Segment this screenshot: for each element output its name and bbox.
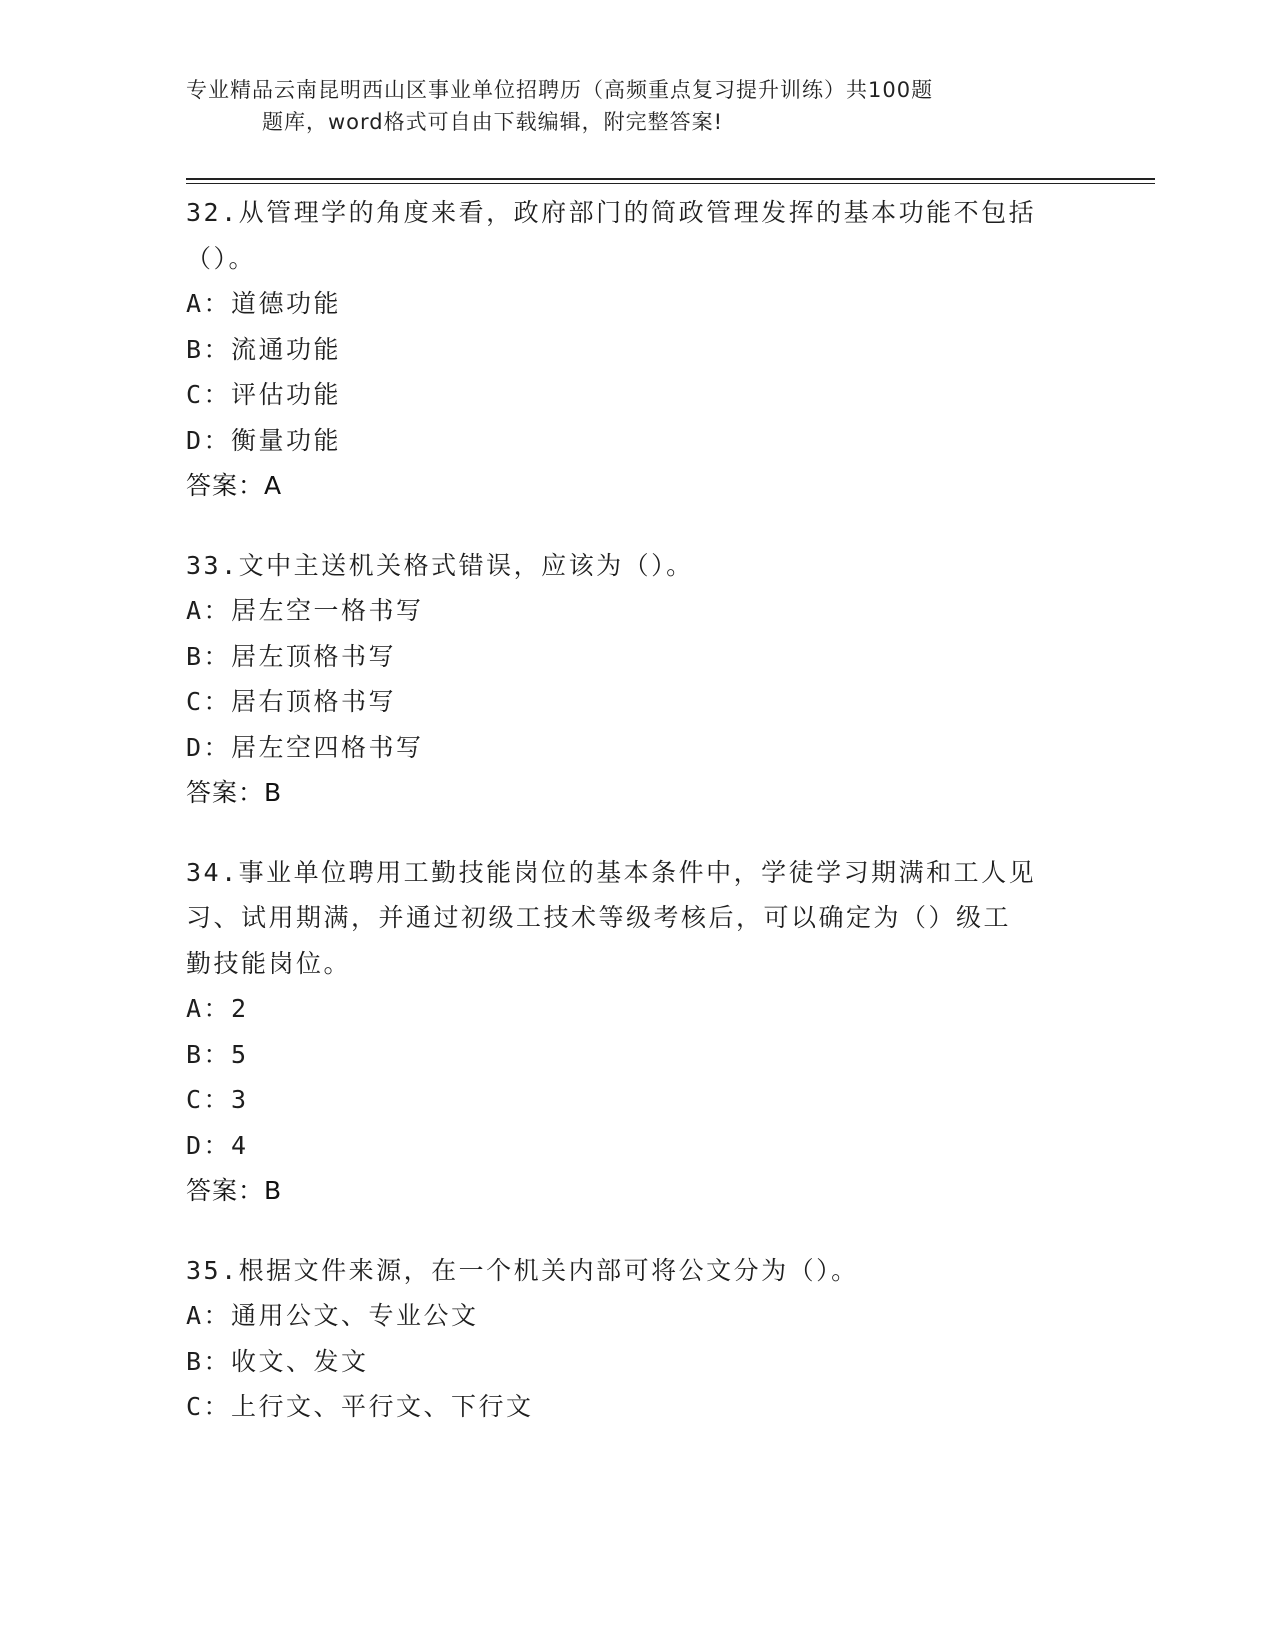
question-list: [186, 190, 1086, 1464]
question-32: [186, 190, 1086, 509]
option-c: C：3: [186, 1085, 249, 1114]
document-header: [186, 74, 1046, 138]
header-line-2: 题库，word格式可自由下载编辑，附完整答案!: [262, 110, 724, 134]
option-b: B：收文、发文: [186, 1346, 369, 1376]
header-line-1: 专业精品云南昆明西山区事业单位招聘历（高频重点复习提升训练）共100题: [186, 78, 934, 102]
option-a: A：道德功能: [186, 289, 342, 318]
option-b: B：5: [186, 1039, 249, 1069]
option-d: D：居左空四格书写: [186, 732, 424, 762]
option-a: A：2: [186, 994, 249, 1023]
answer-line: 答案：A: [186, 471, 283, 500]
option-c: C：居右顶格书写: [186, 687, 397, 716]
question-stem-line: 35.根据文件来源，在一个机关内部可将公文分为（）。: [186, 1255, 859, 1285]
answer-line: 答案：B: [186, 1176, 283, 1205]
question-33: [186, 543, 1086, 816]
question-stem-line: 33.文中主送机关格式错误，应该为（）。: [186, 550, 694, 580]
option-b: B：居左顶格书写: [186, 641, 397, 671]
option-a: A：居左空一格书写: [186, 596, 424, 625]
question-35: [186, 1248, 1086, 1430]
answer-line: 答案：B: [186, 778, 283, 807]
option-d: D：4: [186, 1130, 249, 1160]
option-d: D：衡量功能: [186, 425, 342, 455]
question-34: [186, 850, 1086, 1214]
header-divider-thin: [186, 183, 1155, 184]
option-a: A：通用公文、专业公文: [186, 1301, 479, 1330]
question-stem-line: 32.从管理学的角度来看，政府部门的简政管理发挥的基本功能不包括: [186, 198, 1037, 227]
question-stem-line: 勤技能岗位。: [186, 948, 352, 978]
option-c: C：评估功能: [186, 380, 342, 409]
question-stem-line: （）。: [186, 243, 257, 273]
option-c: C：上行文、平行文、下行文: [186, 1392, 534, 1421]
option-b: B：流通功能: [186, 334, 342, 364]
question-stem-line: 习、试用期满，并通过初级工技术等级考核后，可以确定为（）级工: [186, 903, 1012, 932]
header-divider-thick: [186, 178, 1155, 180]
question-stem-line: 34.事业单位聘用工勤技能岗位的基本条件中，学徒学习期满和工人见: [186, 857, 1037, 887]
